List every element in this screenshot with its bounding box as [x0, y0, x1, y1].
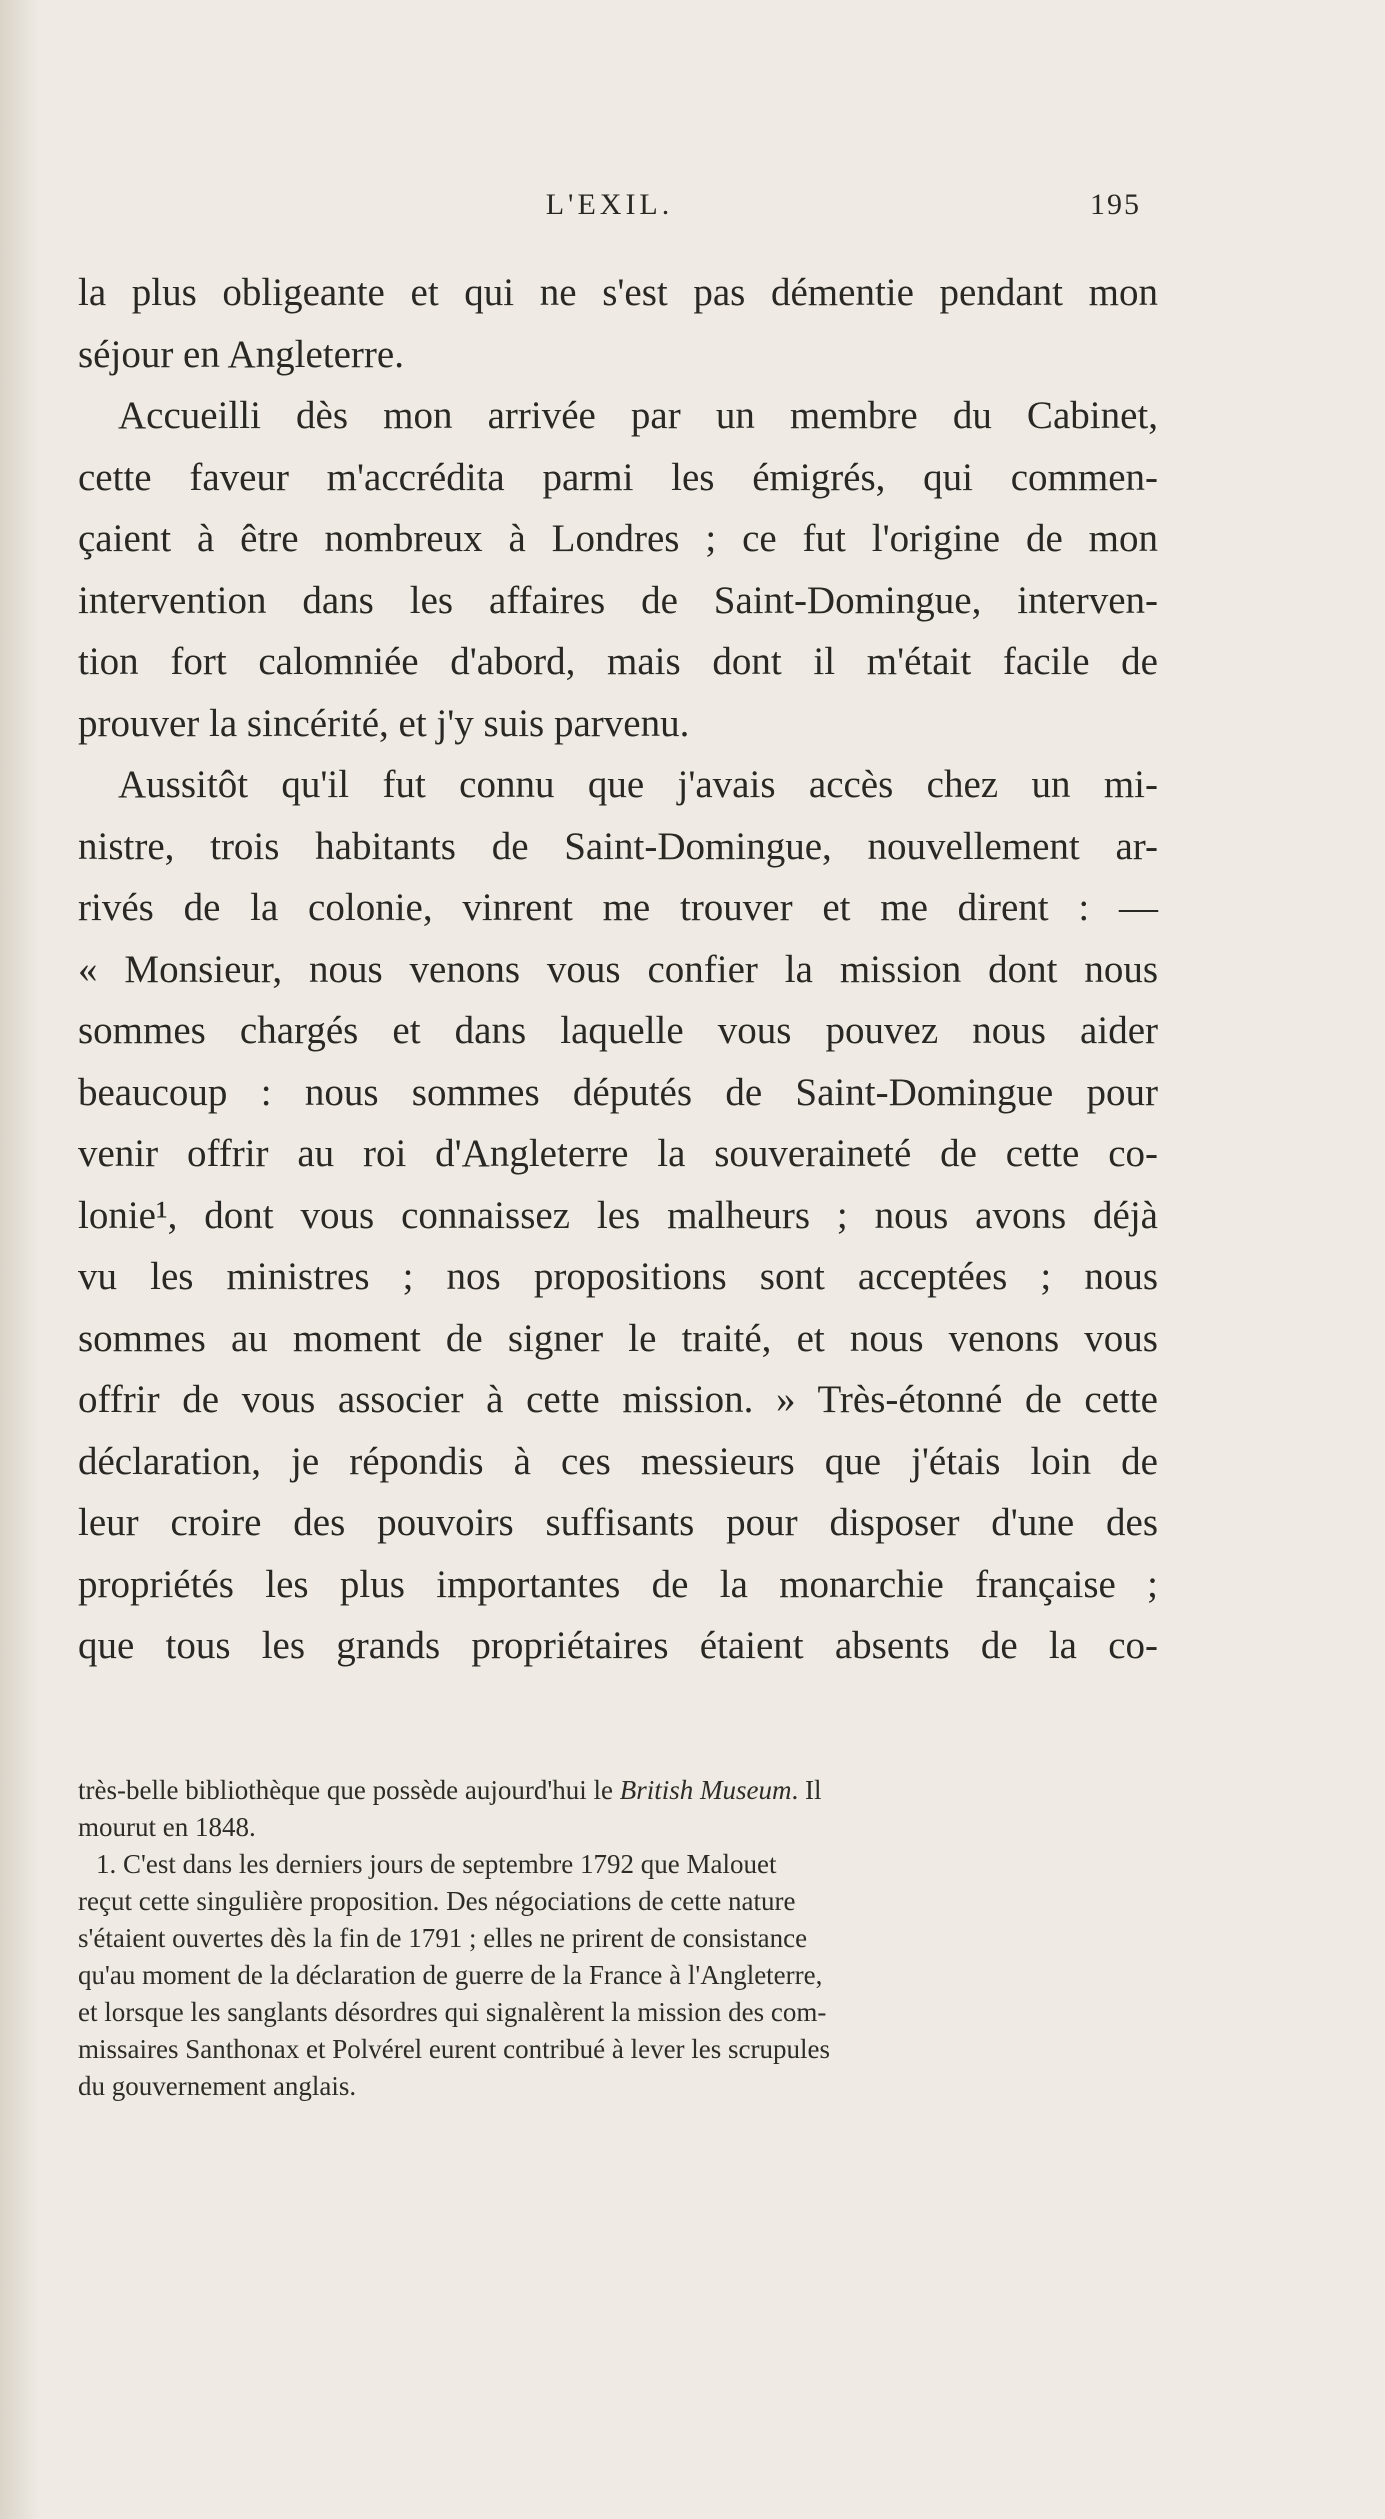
- footnote-continuation-line: [78, 1772, 1140, 1809]
- body-line: « Monsieur, nous venons vous confier la mission dont nous: [78, 947, 1158, 991]
- footnote-line: missaires Santhonax et Polvérel eurent contribué à lever les scrupules: [78, 2034, 831, 2064]
- footnote-line: et lorsque les sanglants désordres qui signalèrent la mission des com-: [78, 1997, 827, 2027]
- body-line: vu les ministres ; nos propositions sont acceptées ; nous: [78, 1255, 1158, 1298]
- body-line: offrir de vous associer à cette mission. » Très-étonné de cette: [78, 1378, 1158, 1421]
- body-line: la plus obligeante et qui ne s'est pas démentie pendant mon: [78, 271, 1158, 314]
- body-line: prouver la sincérité, et j'y suis parvenu.: [78, 701, 690, 745]
- footnote-line: du gouvernement anglais.: [78, 2071, 357, 2101]
- body-line: tion fort calomniée d'abord, mais dont il m'était facile de: [78, 640, 1158, 683]
- body-line: leur croire des pouvoirs suffisants pour disposer d'une des: [78, 1501, 1158, 1544]
- body-line: sommes au moment de signer le traité, et nous venons vous: [78, 1316, 1158, 1360]
- footnote-continuation-line: mourut en 1848.: [78, 1812, 256, 1842]
- body-line: Accueilli dès mon arrivée par un membre du Cabinet,: [118, 394, 1158, 437]
- body-line: déclaration, je répondis à ces messieurs que j'étais loin de: [78, 1439, 1158, 1483]
- footnote-line: s'étaient ouvertes dès la fin de 1791 ; elles ne prirent de consistance: [78, 1923, 808, 1953]
- body-line: venir offrir au roi d'Angleterre la souveraineté de cette co-: [78, 1132, 1158, 1175]
- footnote-text: très-belle bibliothèque que possède aujourd'hui le: [78, 1775, 620, 1805]
- body-text: [78, 262, 1158, 1677]
- footnote-italic-text: British Museum: [619, 1775, 792, 1805]
- footnote-text: . Il: [791, 1775, 822, 1805]
- body-line: sommes chargés et dans laquelle vous pouvez nous aider: [78, 1009, 1158, 1052]
- body-line: nistre, trois habitants de Saint-Domingue, nouvellement ar-: [78, 824, 1158, 868]
- body-line: intervention dans les affaires de Saint-Domingue, interven-: [78, 578, 1158, 622]
- footnotes: [78, 1772, 1140, 2105]
- page-number: 195: [1090, 188, 1141, 221]
- body-line: cette faveur m'accrédita parmi les émigrés, qui commen-: [78, 455, 1158, 499]
- body-line: lonie¹, dont vous connaissez les malheurs ; nous avons déjà: [78, 1193, 1158, 1237]
- body-line: rivés de la colonie, vinrent me trouver et me dirent : —: [78, 886, 1158, 929]
- footnote-line: reçut cette singulière proposition. Des négociations de cette nature: [78, 1886, 796, 1916]
- body-line: çaient à être nombreux à Londres ; ce fut l'origine de mon: [78, 517, 1158, 560]
- body-line: Aussitôt qu'il fut connu que j'avais accès chez un mi-: [118, 763, 1158, 806]
- body-line: beaucoup : nous sommes députés de Saint-Domingue pour: [78, 1070, 1158, 1114]
- running-head: [78, 188, 1141, 228]
- footnote-line: qu'au moment de la déclaration de guerre de la France à l'Angleterre,: [78, 1960, 823, 1990]
- page-gutter-shadow: [0, 0, 40, 2519]
- body-line: propriétés les plus importantes de la monarchie française ;: [78, 1562, 1158, 1606]
- body-line: que tous les grands propriétaires étaient absents de la co-: [78, 1624, 1158, 1667]
- footnote-line: 1. C'est dans les derniers jours de septembre 1792 que Malouet: [96, 1849, 777, 1879]
- running-title: L'EXIL.: [545, 188, 674, 221]
- body-line: séjour en Angleterre.: [78, 332, 404, 376]
